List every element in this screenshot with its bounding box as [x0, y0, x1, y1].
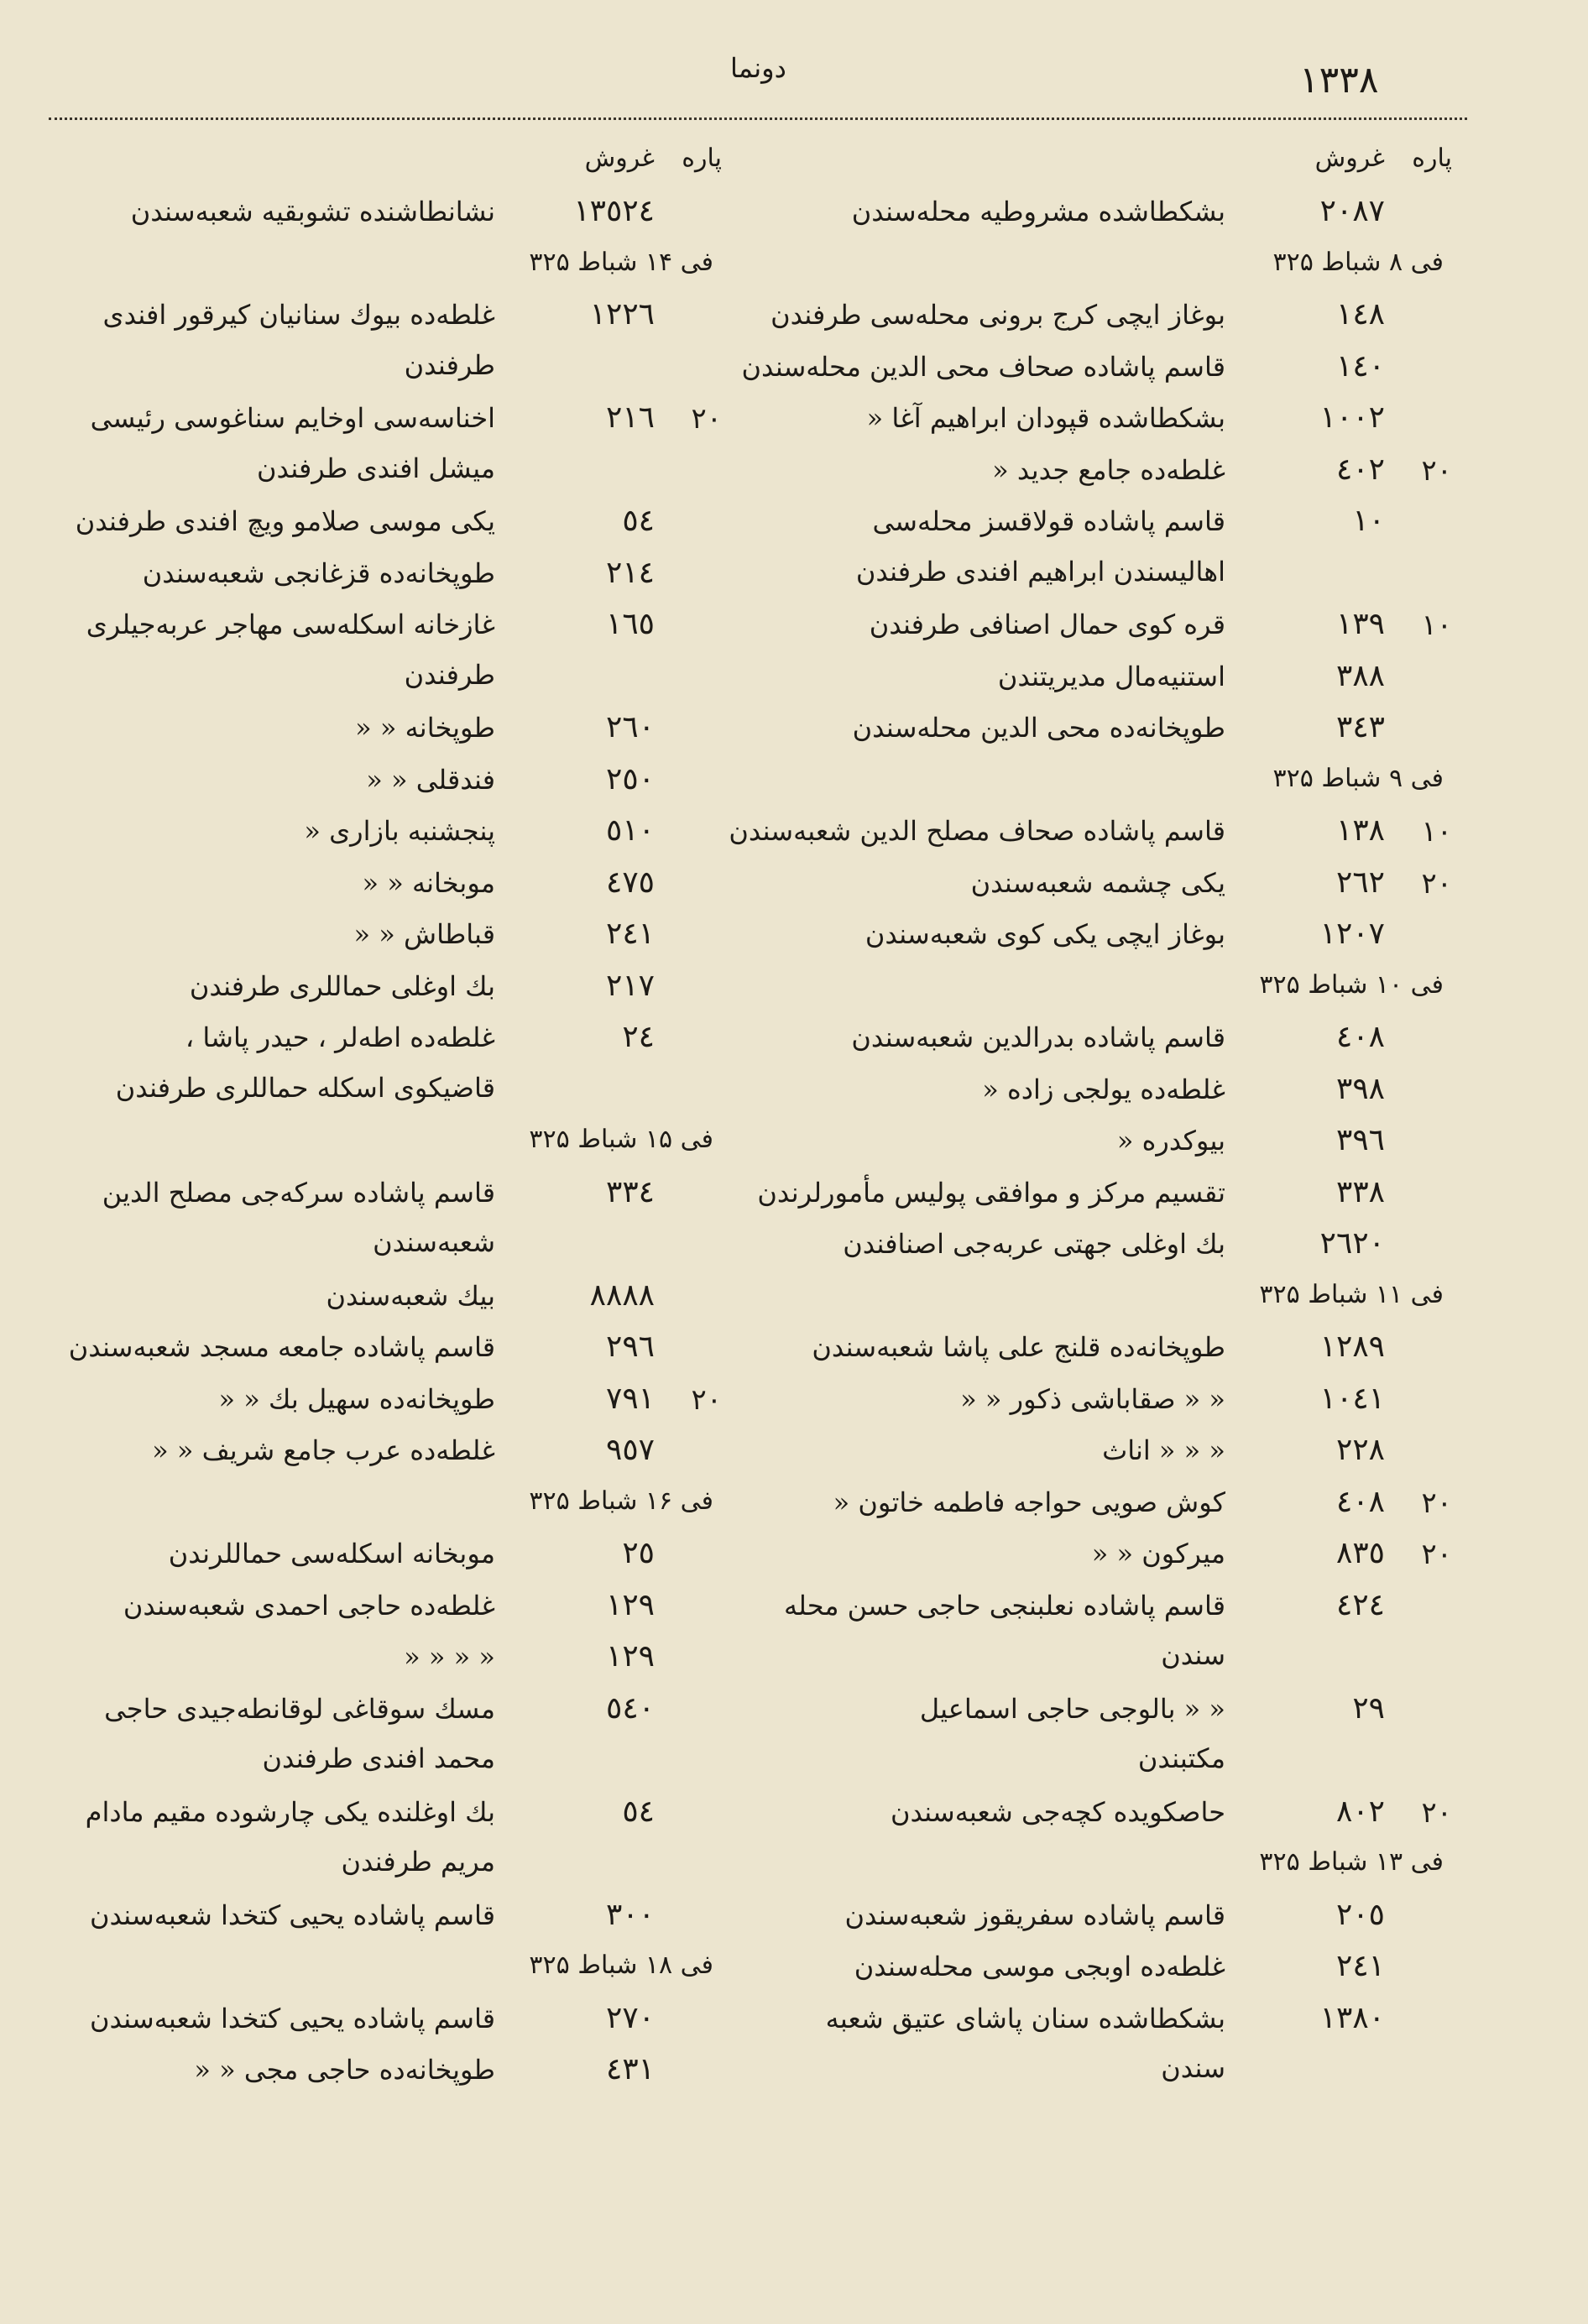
continuation-row	[772, 1737, 1452, 1789]
date-row	[50, 1480, 722, 1532]
entry-text: طوپخانه‌ده حاجی مجی « «	[194, 2054, 495, 2086]
ledger-row	[772, 1324, 1452, 1376]
para-amount: ٢٠	[1421, 453, 1452, 488]
entry-text: طرفندن	[404, 348, 495, 381]
gurush-amount: ٣٣٤	[605, 1174, 655, 1209]
ledger-row	[772, 395, 1452, 447]
ledger-row	[772, 860, 1452, 912]
ledger-row	[772, 1893, 1452, 1945]
ledger-row	[50, 1273, 722, 1325]
ledger-row	[50, 1015, 722, 1067]
entry-text: کوش صویی حواجه فاطمه خاتون «	[833, 1486, 1225, 1518]
gurush-amount: ٢٢٨	[1335, 1433, 1385, 1467]
ledger-row	[772, 1531, 1452, 1583]
entry-text: قاسم پاشاده صحاف محی الدین محله‌سندن	[741, 350, 1225, 383]
gurush-amount: ٩٥٧	[605, 1433, 655, 1467]
entry-text: طوپخانه « «	[355, 712, 495, 744]
entry-text: موبخانه « «	[362, 866, 495, 899]
ledger-row	[50, 189, 722, 241]
continuation-row	[772, 2047, 1452, 2099]
gurush-amount: ٥٤٠	[605, 1690, 655, 1726]
date-label: فی ۱۰ شباط ۳۲۵	[1259, 969, 1444, 1000]
entry-text: شعبه‌سندن	[373, 1226, 495, 1258]
entry-text: مکتبندن	[1137, 1742, 1225, 1774]
gurush-amount: ٤٠٨	[1335, 1484, 1385, 1519]
ledger-row	[772, 654, 1452, 706]
ledger-row	[741, 344, 1452, 396]
date-label: فی ۱۸ شباط ۳۲۵	[529, 1951, 713, 1980]
ledger-row	[50, 705, 722, 757]
entry-text: استنیه‌مال مدیریتندن	[997, 660, 1225, 692]
ledger-row	[772, 1221, 1452, 1273]
header-divider	[49, 118, 1467, 120]
ledger-row	[50, 1686, 722, 1738]
ledger-row	[50, 1789, 722, 1841]
entry-text: قاسم پاشاده نعلبنجی حاجی حسن محله	[783, 1589, 1225, 1622]
ledger-row	[772, 292, 1452, 344]
date-row	[50, 1118, 722, 1170]
date-row	[772, 1273, 1452, 1325]
gurush-amount: ١٦٥	[605, 607, 655, 641]
date-row	[772, 241, 1452, 293]
ledger-row	[772, 499, 1452, 551]
gurush-amount: ٨٨٨٨	[589, 1277, 655, 1313]
entry-text: موبخانه اسکله‌سی حماللرندن	[168, 1538, 495, 1569]
gurush-amount: ٨٣٥	[1335, 1536, 1385, 1570]
ledger-row	[50, 1583, 722, 1635]
entry-text: فندقلی « «	[366, 763, 495, 796]
entry-text: غلطه‌ده یولجی زاده «	[982, 1073, 1225, 1105]
ledger-row	[772, 1996, 1452, 2048]
para-amount: ٢٠	[1421, 1486, 1452, 1520]
entry-text: قره کوی حمال اصنافی طرفندن	[869, 608, 1225, 640]
entry-text: قاسم پاشاده سفریقوز شعبه‌سندن	[844, 1898, 1225, 1931]
entry-text: بوغاز ایچی کرج برونی محله‌سی طرفندن	[770, 299, 1225, 331]
ledger-row	[772, 911, 1452, 964]
para-amount: ٢٠	[1421, 1538, 1452, 1571]
gurush-amount: ٢١٤	[605, 555, 655, 590]
continuation-row	[50, 1841, 722, 1893]
gurush-amount: ٢٠٥	[1335, 1897, 1385, 1932]
gurush-amount: ٥٤	[622, 1794, 655, 1829]
entry-text: تقسیم مرکز و موافقی پولیس مأمورلرندن	[757, 1176, 1225, 1209]
gurush-amount: ١٢٢٦	[589, 297, 655, 332]
entry-text: قاسم پاشاده صحاف مصلح الدین شعبه‌سندن	[729, 815, 1225, 847]
entry-text: یکی موسی صلامو ویچ افندی طرفندن	[75, 505, 495, 537]
gurush-amount: ٣٣٨	[1335, 1174, 1385, 1209]
gurush-amount: ٢٧٠	[605, 2000, 655, 2035]
entry-text: قاسم پاشاده قولاقسز محله‌سی	[872, 505, 1225, 537]
entry-text: بشكطاشده مشروطيه محله‌سندن	[851, 196, 1225, 227]
gurush-amount: ١٢٠٧	[1319, 917, 1385, 951]
entry-text: غلطه‌ده بیوك سنانیان کیرقور افندی	[102, 299, 495, 331]
ledger-row	[772, 1789, 1452, 1841]
entry-text: قباطاش « «	[353, 918, 495, 950]
date-label: فی ۱۱ شباط ۳۲۵	[1259, 1279, 1444, 1309]
entry-text: غلطه‌ده حاجی احمدی شعبه‌سندن	[123, 1589, 495, 1622]
entry-text: غلطه‌ده عرب جامع شریف « «	[152, 1434, 495, 1466]
entry-text: طوپخانه‌ده محی الدین محله‌سندن	[852, 712, 1225, 744]
ledger-row	[50, 602, 722, 654]
gurush-amount: ٢٦٢٠	[1319, 1226, 1385, 1261]
date-row	[50, 241, 722, 293]
date-row	[772, 757, 1452, 809]
entry-text: اخناسه‌سی اوخایم سناغوسی رئیسی	[90, 402, 495, 434]
gurush-amount: ٢٥٠	[605, 761, 655, 796]
ledger-row	[772, 1944, 1452, 1996]
continuation-row	[50, 1737, 722, 1789]
ledger-row	[50, 860, 722, 912]
ledger-row	[50, 808, 722, 860]
ledger-row	[772, 602, 1452, 654]
left-column	[50, 138, 722, 2099]
para-amount: ١٠	[1421, 608, 1452, 642]
entry-text: طرفندن	[404, 658, 495, 691]
ledger-row	[772, 1686, 1452, 1738]
entry-text: پنجشنبه بازاری «	[304, 815, 495, 847]
ledger-row	[729, 808, 1452, 860]
ledger-row	[772, 1480, 1452, 1532]
gurush-amount: ٢٦٠	[605, 710, 655, 744]
gurush-amount: ٢٤	[622, 1020, 655, 1054]
entry-text: بیوکدره «	[1116, 1125, 1225, 1157]
para-heading: پاره	[1412, 144, 1452, 173]
gurush-amount: ٢٩	[1352, 1690, 1385, 1726]
continuation-row	[50, 1067, 722, 1119]
gurush-amount: ١٤٠	[1335, 348, 1385, 384]
entry-text: بوغاز ایچی یکی کوی شعبه‌سندن	[865, 918, 1225, 950]
ledger-row	[757, 1170, 1452, 1222]
entry-text: حاصکویده کچه‌جی شعبه‌سندن	[890, 1795, 1225, 1828]
gurush-amount: ٢١٦	[605, 400, 655, 435]
gurush-amount: ١٣٨٠	[1319, 2000, 1385, 2035]
column-header	[772, 138, 1452, 189]
ledger-row	[50, 1996, 722, 2048]
gurush-amount: ١٠٠٢	[1319, 400, 1385, 435]
para-amount: ١٠	[1421, 815, 1452, 849]
ledger-row	[772, 1067, 1452, 1119]
column-header	[50, 138, 722, 189]
entry-text: یکی چشمه شعبه‌سندن	[970, 866, 1225, 899]
continuation-row	[50, 344, 722, 396]
entry-text: « « « «	[404, 1641, 495, 1673]
ledger-row	[50, 1170, 722, 1222]
entry-text: سندن	[1161, 1639, 1225, 1671]
ledger-row	[772, 189, 1452, 241]
gurush-amount: ٣٩٨	[1335, 1071, 1385, 1106]
entry-text: طوپخانه‌ده قلنج علی پاشا شعبه‌سندن	[812, 1331, 1225, 1363]
entry-text: طوپخانه‌ده سهیل بك « «	[218, 1382, 495, 1415]
entry-text: غازخانه اسکله‌سی مهاجر عربه‌جیلری	[86, 608, 495, 640]
para-amount: ٢٠	[1421, 1795, 1452, 1830]
continuation-row	[50, 447, 722, 499]
entry-text: قاضیکوی اسکله حماللری طرفندن	[115, 1071, 495, 1104]
gurush-amount: ٣٠٠	[605, 1897, 655, 1932]
entry-text: طوپخانه‌ده قزغانجی شعبه‌سندن	[142, 556, 495, 589]
continuation-row	[772, 1634, 1452, 1686]
page-number: ۱۳۳۸	[1299, 59, 1379, 102]
entry-text: « « بالوجی حاجی اسماعیل	[919, 1692, 1225, 1725]
ledger-row	[50, 395, 722, 447]
ledger-row	[772, 1428, 1452, 1480]
ledger-row	[50, 292, 722, 344]
gurush-amount: ٤٣١	[605, 2052, 655, 2086]
gurush-heading: غروش	[584, 144, 655, 173]
entry-text: مریم طرفندن	[341, 1846, 495, 1877]
ledger-row	[50, 1893, 722, 1945]
gurush-amount: ١٣٥٢٤	[573, 194, 655, 228]
ledger-row	[50, 911, 722, 964]
para-amount: ٢٠	[691, 402, 722, 436]
gurush-amount: ٤٠٢	[1335, 452, 1385, 487]
entry-text: اهالیسندن ابراهیم افندی طرفندن	[855, 555, 1225, 588]
ledger-row	[772, 1118, 1452, 1170]
date-label: فی ۱۶ شباط ۳۲۵	[529, 1486, 713, 1516]
entry-text: « « « اناث	[1102, 1434, 1225, 1466]
date-row	[772, 1841, 1452, 1893]
gurush-amount: ١٣٨	[1335, 813, 1385, 848]
date-label: فی ۱۳ شباط ۳۲۵	[1259, 1847, 1444, 1877]
gurush-amount: ٥٤	[622, 504, 655, 538]
gurush-amount: ٢٦٢	[1335, 864, 1385, 900]
ledger-row	[772, 1376, 1452, 1428]
gurush-amount: ٤٢٤	[1335, 1587, 1385, 1622]
gurush-amount: ٢٥	[622, 1536, 655, 1570]
entry-text: میرکون « «	[1091, 1538, 1225, 1569]
entry-text: غلطه‌ده اوبجی موسی محله‌سندن	[854, 1951, 1225, 1982]
entry-text: قاسم پاشاده جامعه مسجد شعبه‌سندن	[68, 1331, 495, 1363]
page-title: دونما	[730, 52, 786, 84]
gurush-amount: ٧٩١	[605, 1381, 655, 1416]
ledger-row	[50, 964, 722, 1016]
ledger-row	[772, 1583, 1452, 1635]
entry-text: محمد افندی طرفندن	[262, 1742, 495, 1774]
entry-text: « « صقاباشی ذکور « «	[960, 1382, 1225, 1415]
gurush-amount: ٤٧٥	[605, 864, 655, 900]
ledger-row	[772, 447, 1452, 499]
gurush-amount: ٣٩٦	[1335, 1123, 1385, 1157]
gurush-amount: ١٢٨٩	[1319, 1329, 1385, 1364]
gurush-amount: ٣٨٨	[1335, 658, 1385, 693]
gurush-amount: ٢٤١	[605, 917, 655, 951]
entry-text: قاسم پاشاده یحیی کتخدا شعبه‌سندن	[89, 2002, 495, 2034]
right-column	[729, 138, 1452, 2099]
gurush-amount: ٥١٠	[605, 813, 655, 848]
gurush-amount: ١٢٩	[605, 1587, 655, 1622]
gurush-heading: غروش	[1314, 144, 1385, 173]
gurush-amount: ٣٤٣	[1335, 710, 1385, 744]
gurush-amount: ٤٠٨	[1335, 1020, 1385, 1054]
entry-text: غلطه‌ده جامع جدید «	[992, 453, 1225, 486]
continuation-row	[772, 551, 1452, 603]
entry-text: بك اوغلنده یکی چارشوده مقیم مادام	[85, 1795, 495, 1828]
gurush-amount: ١٠	[1352, 504, 1385, 538]
date-label: فی ۹ شباط ۳۲۵	[1272, 763, 1444, 793]
ledger-row	[50, 1531, 722, 1583]
gurush-amount: ٢١٧	[605, 968, 655, 1003]
date-row	[50, 1944, 722, 1996]
entry-text: غلطه‌ده اطه‌لر ، حیدر پاشا ،	[185, 1021, 495, 1053]
continuation-row	[50, 654, 722, 706]
entry-text: نشانطاشنده تشوبقیه شعبه‌سندن	[130, 196, 495, 227]
gurush-amount: ٢٠٨٧	[1319, 194, 1385, 228]
gurush-amount: ١٠٤١	[1319, 1381, 1385, 1416]
gurush-amount: ٢٤١	[1335, 1949, 1385, 1983]
continuation-row	[50, 1221, 722, 1273]
gurush-amount: ١٢٩	[605, 1639, 655, 1674]
date-label: فی ۱۴ شباط ۳۲۵	[529, 247, 713, 277]
ledger-row	[50, 757, 722, 809]
gurush-amount: ١٤٨	[1335, 297, 1385, 332]
gurush-amount: ٨٠٢	[1335, 1794, 1385, 1829]
ledger-row	[50, 1634, 722, 1686]
ledger-row	[50, 1428, 722, 1480]
ledger-row	[50, 1376, 722, 1428]
para-heading: پاره	[682, 144, 722, 173]
entry-text: سندن	[1161, 2052, 1225, 2084]
gurush-amount: ٢٩٦	[605, 1329, 655, 1364]
date-label: فی ۱۵ شباط ۳۲۵	[529, 1125, 713, 1154]
entry-text: قاسم پاشاده بدرالدین شعبه‌سندن	[851, 1021, 1225, 1053]
entry-text: قاسم پاشاده یحیی کتخدا شعبه‌سندن	[89, 1898, 495, 1931]
ledger-row	[772, 705, 1452, 757]
ledger-row	[772, 1015, 1452, 1067]
entry-text: بیك شعبه‌سندن	[326, 1279, 495, 1312]
entry-text: بك اوغلی جهتی عربه‌جی اصنافندن	[843, 1228, 1225, 1260]
entry-text: بشکطاشده سنان پاشای عتیق شعبه‌	[825, 2002, 1225, 2034]
para-amount: ٢٠	[691, 1382, 722, 1417]
ledger-row	[50, 499, 722, 551]
entry-text: بشکطاشده قپودان ابراهیم آغا «	[866, 402, 1225, 434]
date-label: فی ۸ شباط ۳۲۵	[1272, 247, 1444, 277]
entry-text: قاسم پاشاده سرکه‌جی مصلح الدین	[102, 1176, 495, 1209]
entry-text: میشل افندی طرفندن	[257, 452, 495, 484]
para-amount: ٢٠	[1421, 866, 1452, 901]
entry-text: بك اوغلی حماللری طرفندن	[189, 969, 495, 1002]
ledger-row	[50, 1324, 722, 1376]
gurush-amount: ١٣٩	[1335, 607, 1385, 641]
ledger-row	[50, 2047, 722, 2099]
entry-text: مسك سوقاغی لوقانطه‌جیدی حاجی	[104, 1692, 495, 1725]
date-row	[772, 964, 1452, 1016]
ledger-row	[50, 551, 722, 603]
